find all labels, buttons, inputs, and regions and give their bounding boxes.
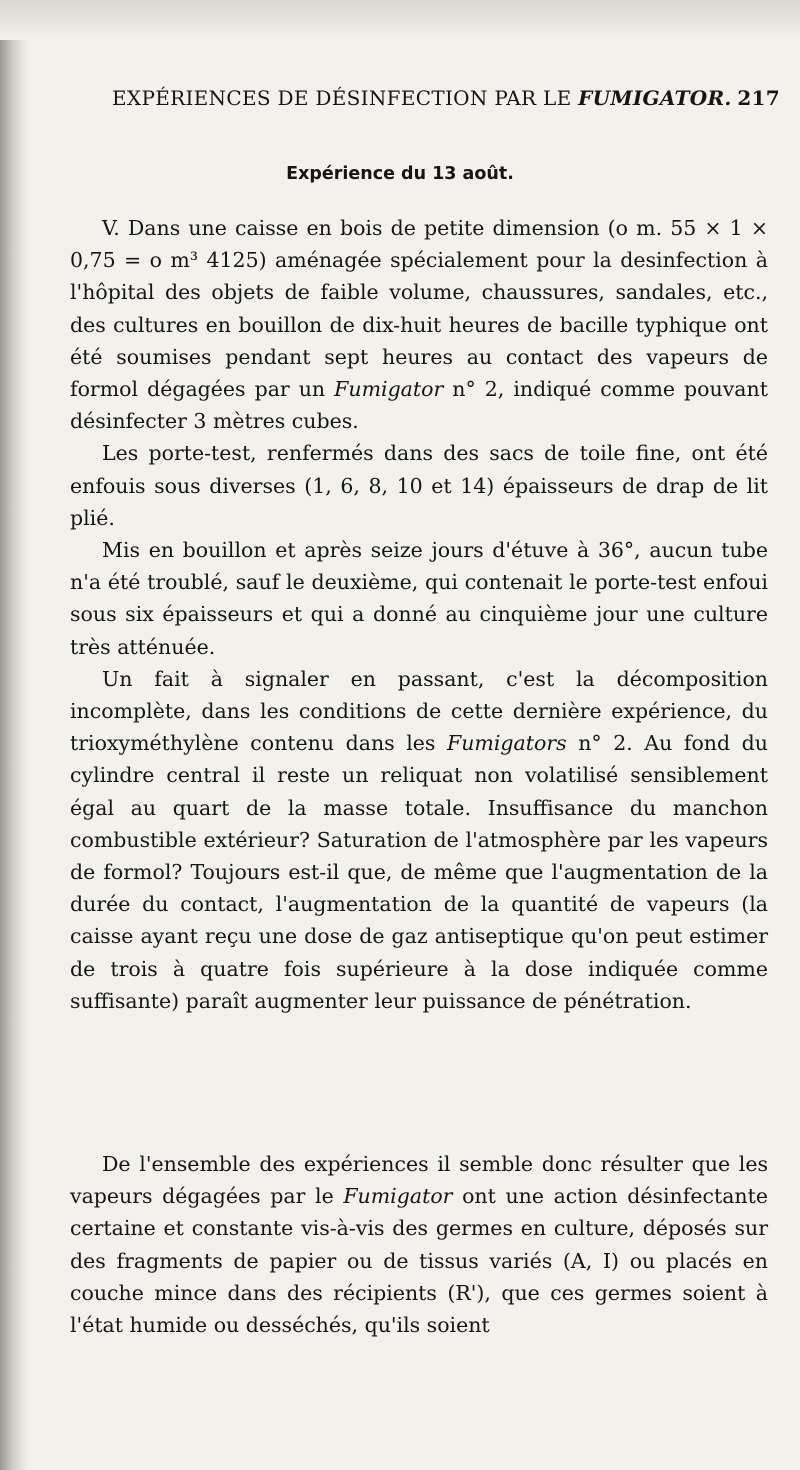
paragraph-text: Mis en bouillon et après seize jours d'étuve à 36°, aucun tube n'a été troublé, sauf le deuxième, qui contenait le porte-test enfoui sous six épaisseurs et qui a donné au cinquième jour une culture très atténuée. [70, 538, 768, 659]
page-edge-shadow [0, 0, 28, 1470]
running-head-title [112, 86, 732, 110]
paragraph-italic: Fumigators [446, 731, 567, 756]
paragraph-bouillon [70, 534, 768, 663]
running-head-title-text: EXPÉRIENCES DE DÉSINFECTION PAR LE [112, 86, 579, 110]
paragraph-text: Un fait à signaler en passant, c'est la décomposition incomplète, dans les conditions de cette dernière expérience, du trioxyméthylène contenu dans les [70, 666, 768, 756]
paragraph-experiment-v [70, 212, 768, 437]
paragraph-text: De l'ensemble des expériences il semble donc résulter que les vapeurs dégagées par le [70, 1152, 768, 1209]
paragraph-text: n° 2. Au fond du cylindre central il reste un reliquat non volatilisé sensiblement égal au quart de la masse totale. Insuffisance du manchon combustible extérieur? Saturation de l'atmosphère par les vapeurs de formol? Toujours est-il que, de même que l'augmentation de la durée du contact, l'augmentation de la quantité de vapeurs (la caisse ayant reçu une dose de gaz antiseptique qu'on peut estimer de trois à quatre fois supérieure à la dose indiquée comme suffisante) paraît augmenter leur puissance de pénétration. [70, 731, 769, 1013]
paragraph-decomposition [70, 663, 768, 1017]
section-title: Expérience du 13 août. [286, 164, 514, 184]
body-text [70, 212, 768, 1017]
paragraph-conclusion [70, 1148, 768, 1341]
paragraph-text: V. Dans une caisse en bois de petite dimension (o m. 55 × 1 × 0,75 = o m³ 4125) aménagée spécialement pour la desinfection à l'hôpital des objets de faible volume, chaussures, sandales, etc., des cultures en bouillon de dix-huit heures de bacille typhique ont été soumises pendant sept heures au contact des vapeurs de formol dégagées par un [70, 216, 768, 402]
paragraph-text: n° 2, indiqué comme pouvant désinfecter 3 mètres cubes. [70, 377, 768, 434]
paragraph-italic: Fumigator [343, 1184, 453, 1209]
page-number: 217 [737, 86, 780, 110]
paragraph-text: ont une action désinfectante certaine et constante vis-à-vis des germes en culture, déposés sur des fragments de papier ou de tissus variés (A, I) ou placés en couche mince dans des récipients (R'), que ces germes soient à l'état humide ou desséchés, qu'ils soient [70, 1184, 768, 1338]
conclusion-text [70, 1148, 768, 1341]
paragraph-text: Les porte-test, renfermés dans des sacs de toile fine, ont été enfouis sous diverses (1, 6, 8, 10 et 14) épaisseurs de drap de lit plié. [70, 441, 768, 530]
running-head [112, 86, 780, 116]
page-top-shadow [0, 0, 800, 40]
paragraph-italic: Fumigator [334, 377, 444, 402]
paragraph-porte-test [70, 437, 768, 534]
running-head-title-italic: FUMIGATOR. [578, 86, 732, 110]
